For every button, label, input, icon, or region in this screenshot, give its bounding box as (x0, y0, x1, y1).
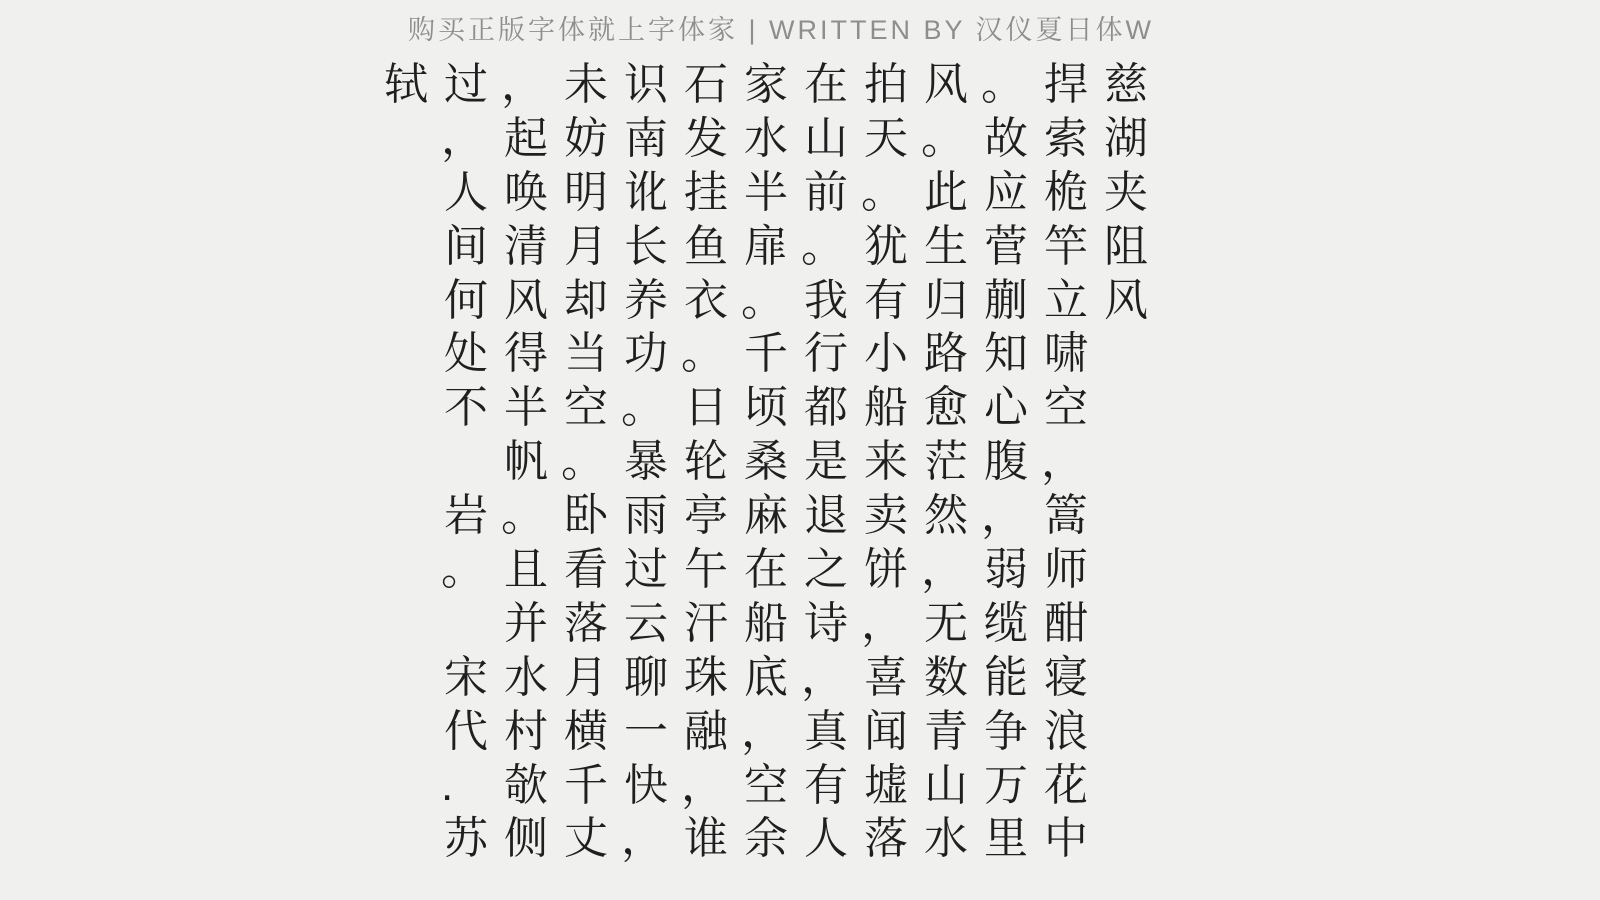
poem-row-14 (376, 759, 1156, 813)
poem-char: 水 (924, 814, 968, 864)
poem-char: 风 (1104, 275, 1148, 325)
poem-char: 心 (984, 383, 1028, 433)
poem-punct: ， (981, 491, 1025, 541)
poem-char: 花 (1044, 760, 1088, 810)
poem-char: 弱 (984, 545, 1028, 595)
poem-char: 半 (744, 167, 788, 217)
poem-char: 快 (624, 760, 668, 810)
poem-char: 卧 (564, 491, 608, 541)
poem-char: 生 (924, 221, 968, 271)
poem-char: 山 (924, 760, 968, 810)
poem-punct: 。 (681, 329, 725, 379)
poem-punct: 。 (501, 491, 545, 541)
poem-char: 妨 (564, 113, 608, 163)
poem-char: 清 (504, 221, 548, 271)
poem-char: 并 (504, 598, 548, 648)
poem-char: 浪 (1044, 706, 1088, 756)
poem-char: 中 (1044, 814, 1088, 864)
poem-punct: ， (441, 113, 485, 163)
poem-char: 且 (504, 545, 548, 595)
poem-char: 讹 (624, 167, 668, 217)
poem-char: 谁 (684, 814, 728, 864)
poem-char: 岩 (444, 491, 488, 541)
poem-char: 长 (624, 221, 668, 271)
poem-char: 墟 (864, 760, 908, 810)
poem-char: 扉 (744, 221, 788, 271)
poem-char: 愈 (924, 383, 968, 433)
poem-punct: 。 (861, 167, 905, 217)
poem-char: 石 (684, 60, 728, 109)
poem-row-5 (376, 274, 1156, 328)
poem-char: 夹 (1104, 167, 1148, 217)
poem-char: 退 (804, 491, 848, 541)
poem-char: 此 (924, 167, 968, 217)
poem-char: 都 (804, 383, 848, 433)
poem-char: 千 (564, 760, 608, 810)
poem-char: 底 (744, 652, 788, 702)
poem-row-1 (376, 58, 1156, 112)
poem-char: 唤 (504, 167, 548, 217)
poem-char: 月 (564, 221, 608, 271)
poem-char: 月 (564, 652, 608, 702)
poem-char: 路 (924, 329, 968, 379)
poem-punct: ， (621, 814, 665, 864)
poem-char: 帆 (504, 437, 548, 487)
poem-char: 师 (1044, 545, 1088, 595)
poem-char: 得 (504, 329, 548, 379)
poem-char: 过 (624, 545, 668, 595)
poem-char: 空 (744, 760, 788, 810)
poem-char: 处 (444, 329, 488, 379)
poem-char: 人 (444, 167, 488, 217)
poem-char: 前 (804, 167, 848, 217)
poem-char: 轮 (684, 437, 728, 487)
poem-char: 阻 (1104, 221, 1148, 271)
poem-char: 卖 (864, 491, 908, 541)
poem-char: 风 (504, 275, 548, 325)
poem-char: 轼 (384, 60, 428, 109)
poem-char: 饼 (864, 545, 908, 595)
poem-char: 桅 (1044, 167, 1088, 217)
poem-char: 腹 (984, 437, 1028, 487)
poem-row-2 (376, 112, 1156, 166)
poem-char: 丈 (564, 814, 608, 864)
poem-punct: 。 (801, 221, 845, 271)
poem-row-6 (376, 327, 1156, 381)
poem-char: 功 (624, 329, 668, 379)
poem-char: 欹 (504, 760, 548, 810)
poem-char: 喜 (864, 652, 908, 702)
poem-punct: ， (501, 60, 545, 109)
poem-punct: ， (741, 706, 785, 756)
poem-row-3 (376, 166, 1156, 220)
poem-char: 千 (744, 329, 788, 379)
poem-char: 横 (564, 706, 608, 756)
poem-char: 我 (804, 275, 848, 325)
poem-char: 闻 (864, 706, 908, 756)
poem-char: 诗 (804, 598, 848, 648)
poem-row-4 (376, 220, 1156, 274)
poem-char: 知 (984, 329, 1028, 379)
poem-char: 湖 (1104, 113, 1148, 163)
poem-char: 寝 (1044, 652, 1088, 702)
poem-char: 有 (804, 760, 848, 810)
poem-char: 明 (564, 167, 608, 217)
poem-char: 看 (564, 545, 608, 595)
poem-punct: ， (801, 652, 845, 702)
poem-char: 索 (1044, 113, 1088, 163)
poem-char: 山 (804, 113, 848, 163)
poem-char: 行 (804, 329, 848, 379)
poem-char: 之 (804, 545, 848, 595)
poem-row-13 (376, 705, 1156, 759)
poem-char: 暴 (624, 437, 668, 487)
poem-char: 在 (744, 545, 788, 595)
poem-punct: 。 (621, 383, 665, 433)
poem-char: 然 (924, 491, 968, 541)
poem-char: 茫 (924, 437, 968, 487)
poem-char: 啸 (1044, 329, 1088, 379)
poem-char: 水 (744, 113, 788, 163)
poem-punct: 。 (741, 275, 785, 325)
poem-char: 慈 (1104, 60, 1148, 109)
poem-char: 船 (744, 598, 788, 648)
poem-punct: ， (921, 545, 965, 595)
poem-char: 菅 (984, 221, 1028, 271)
poem-char: 天 (864, 113, 908, 163)
poem-char: 麻 (744, 491, 788, 541)
poem-char: 来 (864, 437, 908, 487)
poem-char: 日 (684, 383, 728, 433)
poem-char: 亭 (684, 491, 728, 541)
poem-char: 能 (984, 652, 1028, 702)
poem-char: 余 (744, 814, 788, 864)
poem-char: 发 (684, 113, 728, 163)
poem-row-11 (376, 597, 1156, 651)
poem-row-7 (376, 381, 1156, 435)
poem-char: 故 (984, 113, 1028, 163)
poem-char: 午 (684, 545, 728, 595)
poem-punct: 。 (921, 113, 965, 163)
poem-char: 数 (924, 652, 968, 702)
poem-char: 一 (624, 706, 668, 756)
poem-row-15 (376, 812, 1156, 866)
poem-char: 应 (984, 167, 1028, 217)
poem-char: 争 (984, 706, 1028, 756)
poem-char: 蒯 (984, 275, 1028, 325)
poem-char: 珠 (684, 652, 728, 702)
poem-punct: ， (861, 598, 905, 648)
poem-char: 空 (1044, 383, 1088, 433)
poem-char: 过 (444, 60, 488, 109)
poem-row-12 (376, 651, 1156, 705)
poem-char: 村 (504, 706, 548, 756)
font-site-banner: 购买正版字体就上字体家 | WRITTEN BY 汉仪夏日体W (407, 15, 1154, 45)
poem-char: 落 (564, 598, 608, 648)
poem-char: 衣 (684, 275, 728, 325)
poem-char: 融 (684, 706, 728, 756)
poem-char: 是 (804, 437, 848, 487)
poem-char: 宋 (444, 652, 488, 702)
poem-char: 竿 (1044, 221, 1088, 271)
poem-row-8 (376, 435, 1156, 489)
poem-char: 水 (504, 652, 548, 702)
poem-punct: 。 (561, 437, 605, 487)
poem-char: 落 (864, 814, 908, 864)
poem-char: 青 (924, 706, 968, 756)
poem-char: 在 (804, 60, 848, 109)
poem-char: 汗 (684, 598, 728, 648)
poem-char: 却 (564, 275, 608, 325)
poem-char: 归 (924, 275, 968, 325)
poem-punct: 。 (981, 60, 1025, 109)
poem-char: 空 (564, 383, 608, 433)
poem-char: 雨 (624, 491, 668, 541)
poem-char: 篙 (1044, 491, 1088, 541)
poem-char: 家 (744, 60, 788, 109)
poem-char: 养 (624, 275, 668, 325)
poem-char: 船 (864, 383, 908, 433)
poem-char: 人 (804, 814, 848, 864)
poem-char: 立 (1044, 275, 1088, 325)
poem-char: 鱼 (684, 221, 728, 271)
poem-char: 何 (444, 275, 488, 325)
poem-char: 云 (624, 598, 668, 648)
poem-char: 识 (624, 60, 668, 109)
poem-char: 无 (924, 598, 968, 648)
poem-char: 里 (984, 814, 1028, 864)
poem-char: 真 (804, 706, 848, 756)
poem-char: 间 (444, 221, 488, 271)
poem-char: 缆 (984, 598, 1028, 648)
poem-char: 桑 (744, 437, 788, 487)
poem-punct: ， (681, 760, 725, 810)
poem-char: 侧 (504, 814, 548, 864)
poem-char: 起 (504, 113, 548, 163)
poem-punct: . (441, 760, 454, 810)
poem-char: 苏 (444, 814, 488, 864)
poem-char: 拍 (864, 60, 908, 109)
poem-vertical-text (376, 58, 1156, 866)
poem-char: 小 (864, 329, 908, 379)
poem-char: 捍 (1044, 60, 1088, 109)
poem-char: 当 (564, 329, 608, 379)
poem-rows (376, 58, 1156, 866)
poem-char: 聊 (624, 652, 668, 702)
poem-row-9 (376, 489, 1156, 543)
poem-char: 未 (564, 60, 608, 109)
poem-char: 半 (504, 383, 548, 433)
poem-char: 酣 (1044, 598, 1088, 648)
poem-char: 挂 (684, 167, 728, 217)
poem-char: 万 (984, 760, 1028, 810)
poem-punct: ， (1041, 437, 1085, 487)
poem-char: 不 (444, 383, 488, 433)
poem-char: 犹 (864, 221, 908, 271)
poem-char: 顷 (744, 383, 788, 433)
poem-char: 有 (864, 275, 908, 325)
poem-char: 代 (444, 706, 488, 756)
poem-char: 南 (624, 113, 668, 163)
poem-punct: 。 (441, 545, 485, 595)
poem-char: 风 (924, 60, 968, 109)
poem-row-10 (376, 543, 1156, 597)
